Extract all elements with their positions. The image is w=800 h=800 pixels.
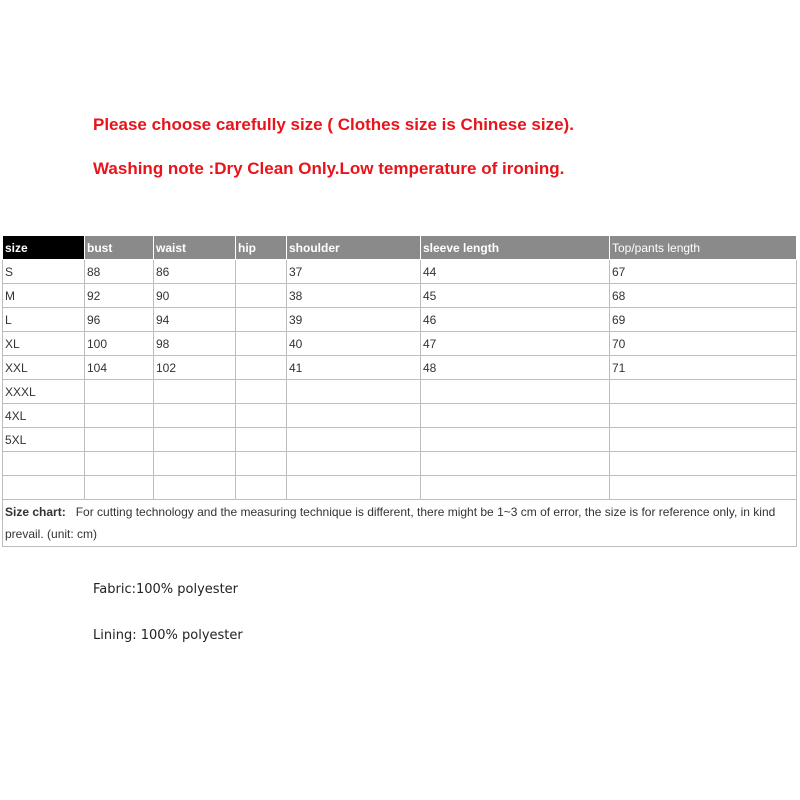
cell: 90 (154, 284, 236, 308)
cell: 71 (610, 356, 797, 380)
table-row (3, 404, 797, 428)
cell (421, 452, 610, 476)
cell (3, 476, 85, 500)
cell: 88 (85, 260, 154, 284)
header-length: Top/pants length (610, 236, 797, 260)
cell (236, 356, 287, 380)
cell: 68 (610, 284, 797, 308)
size-chart-label: Size chart: (5, 505, 66, 519)
cell (236, 380, 287, 404)
cell: 5XL (3, 428, 85, 452)
table-row (3, 428, 797, 452)
table-header-row (3, 236, 797, 260)
cell: 38 (287, 284, 421, 308)
cell: 37 (287, 260, 421, 284)
header-sleeve-length: sleeve length (421, 236, 610, 260)
cell (287, 380, 421, 404)
table-row (3, 260, 797, 284)
cell: 69 (610, 308, 797, 332)
size-chart-text: For cutting technology and the measuring technique is different, there might be 1~3 cm of error, the size is for reference only, in kind prevail. (unit: cm) (5, 505, 776, 541)
table-row (3, 284, 797, 308)
cell (154, 452, 236, 476)
table-row (3, 452, 797, 476)
table-row (3, 380, 797, 404)
cell (154, 428, 236, 452)
size-chart-note-row (3, 500, 797, 547)
cell (287, 404, 421, 428)
cell (610, 428, 797, 452)
cell (610, 380, 797, 404)
size-notice: Please choose carefully size ( Clothes size is Chinese size). (93, 115, 574, 134)
cell: 4XL (3, 404, 85, 428)
washing-notice: Washing note :Dry Clean Only.Low temperature of ironing. (93, 159, 565, 178)
cell (287, 476, 421, 500)
cell (85, 476, 154, 500)
cell: 86 (154, 260, 236, 284)
cell (85, 428, 154, 452)
cell (85, 380, 154, 404)
cell (287, 452, 421, 476)
cell: 94 (154, 308, 236, 332)
cell: XXL (3, 356, 85, 380)
cell: 92 (85, 284, 154, 308)
cell (287, 428, 421, 452)
lining-text: Lining: 100% polyester (93, 628, 243, 643)
cell (421, 428, 610, 452)
cell (85, 404, 154, 428)
cell (236, 476, 287, 500)
cell (236, 452, 287, 476)
cell: XL (3, 332, 85, 356)
cell: 98 (154, 332, 236, 356)
cell: 96 (85, 308, 154, 332)
cell (154, 404, 236, 428)
header-hip: hip (236, 236, 287, 260)
cell: S (3, 260, 85, 284)
cell (610, 404, 797, 428)
cell (236, 260, 287, 284)
table-row (3, 332, 797, 356)
cell: 67 (610, 260, 797, 284)
cell (610, 476, 797, 500)
cell (421, 476, 610, 500)
cell: 46 (421, 308, 610, 332)
cell: 47 (421, 332, 610, 356)
table-row (3, 308, 797, 332)
table-row (3, 356, 797, 380)
header-size: size (3, 236, 85, 260)
cell (85, 452, 154, 476)
cell (236, 404, 287, 428)
cell: 44 (421, 260, 610, 284)
cell: 41 (287, 356, 421, 380)
cell (236, 428, 287, 452)
cell (610, 452, 797, 476)
size-table (2, 235, 797, 547)
table-row (3, 476, 797, 500)
cell (421, 380, 610, 404)
cell: 70 (610, 332, 797, 356)
cell (3, 452, 85, 476)
cell (236, 308, 287, 332)
header-shoulder: shoulder (287, 236, 421, 260)
cell: 102 (154, 356, 236, 380)
cell: 45 (421, 284, 610, 308)
cell (154, 380, 236, 404)
cell: 39 (287, 308, 421, 332)
cell (236, 284, 287, 308)
cell (154, 476, 236, 500)
size-chart-note (3, 500, 797, 547)
cell (236, 332, 287, 356)
cell: 40 (287, 332, 421, 356)
cell: XXXL (3, 380, 85, 404)
cell: 104 (85, 356, 154, 380)
cell: 100 (85, 332, 154, 356)
fabric-text: Fabric:100% polyester (93, 582, 239, 597)
cell: L (3, 308, 85, 332)
cell: 48 (421, 356, 610, 380)
header-waist: waist (154, 236, 236, 260)
header-bust: bust (85, 236, 154, 260)
cell: M (3, 284, 85, 308)
cell (421, 404, 610, 428)
